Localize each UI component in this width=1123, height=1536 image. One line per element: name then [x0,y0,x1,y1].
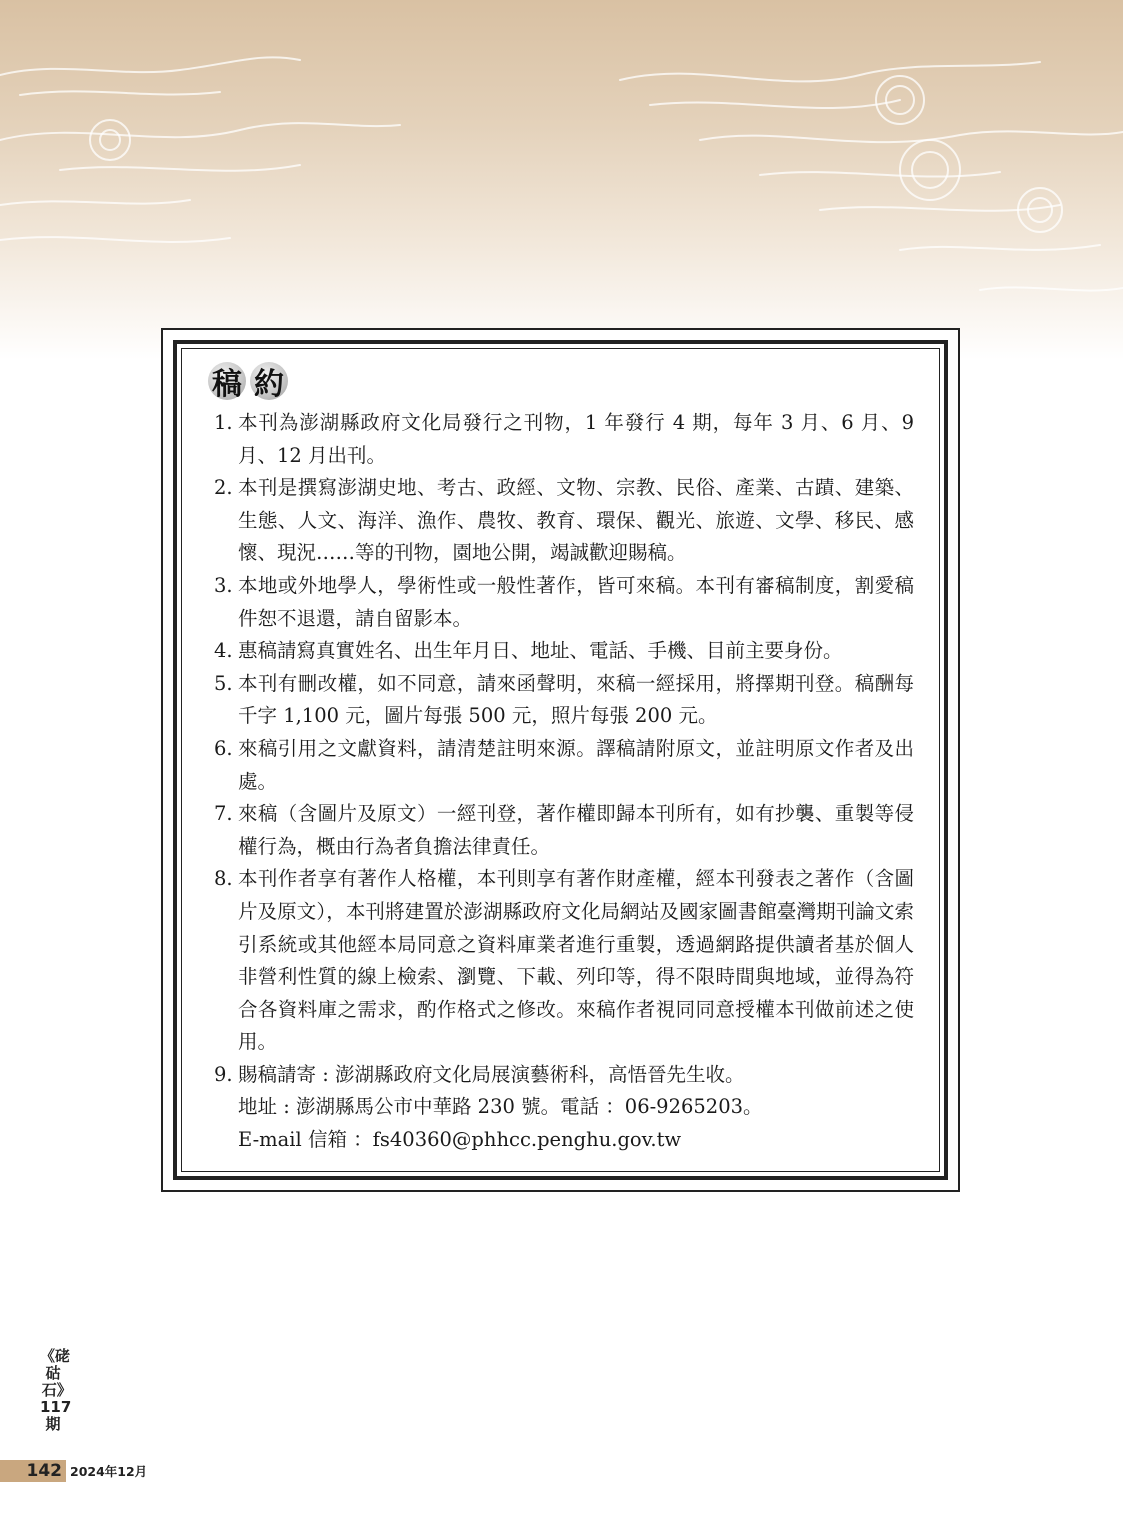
contact-email: E-mail 信箱 ：fs40360@phhcc.penghu.gov.tw [238,1128,682,1152]
rule-text: 來稿（含圖片及原文）一經刊登，著作權即歸本刊所有，如有抄襲、重製等侵權行為，概由行為者負擔法律責任。 [238,802,914,858]
contact-address: 地址 : 澎湖縣馬公市中華路 230 號。電話 ：06-9265203。 [238,1095,763,1119]
rule-item-9 [214,1059,914,1092]
rule-text: 本地或外地學人，學術性或一般性著作，皆可來稿。本刊有審稿制度，割愛稿件恕不退還，請自留影本。 [238,573,914,630]
rule-number: 1. [214,411,233,434]
rule-item-5 [214,668,914,733]
rule-number: 7. [214,802,233,826]
rule-item-3 [214,570,914,635]
rule-text: 賜稿請寄 : 澎湖縣政府文化局展演藝術科，高悟晉先生收。 [238,1062,745,1086]
rule-number: 8. [214,867,233,891]
magazine-title-vertical: 《硓𥑮石》117期 [40,1347,72,1433]
rule-number: 4. [214,639,233,663]
notice-title [208,362,288,402]
rule-item-1 [214,407,914,472]
rule-number: 3. [214,573,233,597]
rule-text: 本刊為澎湖縣政府文化局發行之刊物，1 年發行 4 期，每年 3 月、6 月、9 月、12 月出刊。 [238,411,914,467]
rule-number: 6. [214,736,233,760]
submission-rules-list [214,407,914,1157]
rule-text: 本刊有刪改權，如不同意，請來函聲明，來稿一經採用，將擇期刊登。稿酬每千字 1,100 元，圖片每張 500 元，照片每張 200 元。 [238,671,914,728]
title-char-2: 約 [250,362,288,400]
rule-text: 惠稿請寫真實姓名、出生年月日、地址、電話、手機、目前主要身份。 [238,639,843,663]
rule-text: 本刊作者享有著作人格權，本刊則享有著作財產權，經本刊發表之著作（含圖片及原文），本刊將建置於澎湖縣政府文化局網站及國家圖書館臺灣期刊論文索引系統或其他經本局同意之資料庫業者進行重製，透過網路提供讀者基於個人非營利性質的線上檢索、瀏覽、下載、列印等，得不限時間與地域，並得為符合各資料庫之需求，酌作格式之修改。來稿作者視同同意授權本刊做前述之使用。 [238,867,914,1054]
rule-item-8 [214,863,914,1059]
issue-date: 2024年12月 [70,1464,148,1479]
rule-text: 本刊是撰寫澎湖史地、考古、政經、文物、宗教、民俗、產業、古蹟、建築、生態、人文、海洋、漁作、農牧、教育、環保、觀光、旅遊、文學、移民、感懷、現況……等的刊物，園地公開，竭誠歡迎賜稿。 [238,476,914,565]
title-char-1: 稿 [208,362,246,400]
rule-item-7 [214,798,914,863]
rule-item-2 [214,472,914,570]
rule-text: 來稿引用之文獻資料，請清楚註明來源。譯稿請附原文，並註明原文作者及出處。 [238,736,914,793]
page-number: 142 [0,1460,66,1482]
rule-item-4 [214,635,914,668]
rule-item-6 [214,733,914,798]
rule-number: 5. [214,671,233,695]
rule-number: 9. [214,1062,233,1086]
rule-number: 2. [214,476,233,500]
header-cloud-background [0,0,1123,360]
cloud-pattern [0,0,1123,330]
